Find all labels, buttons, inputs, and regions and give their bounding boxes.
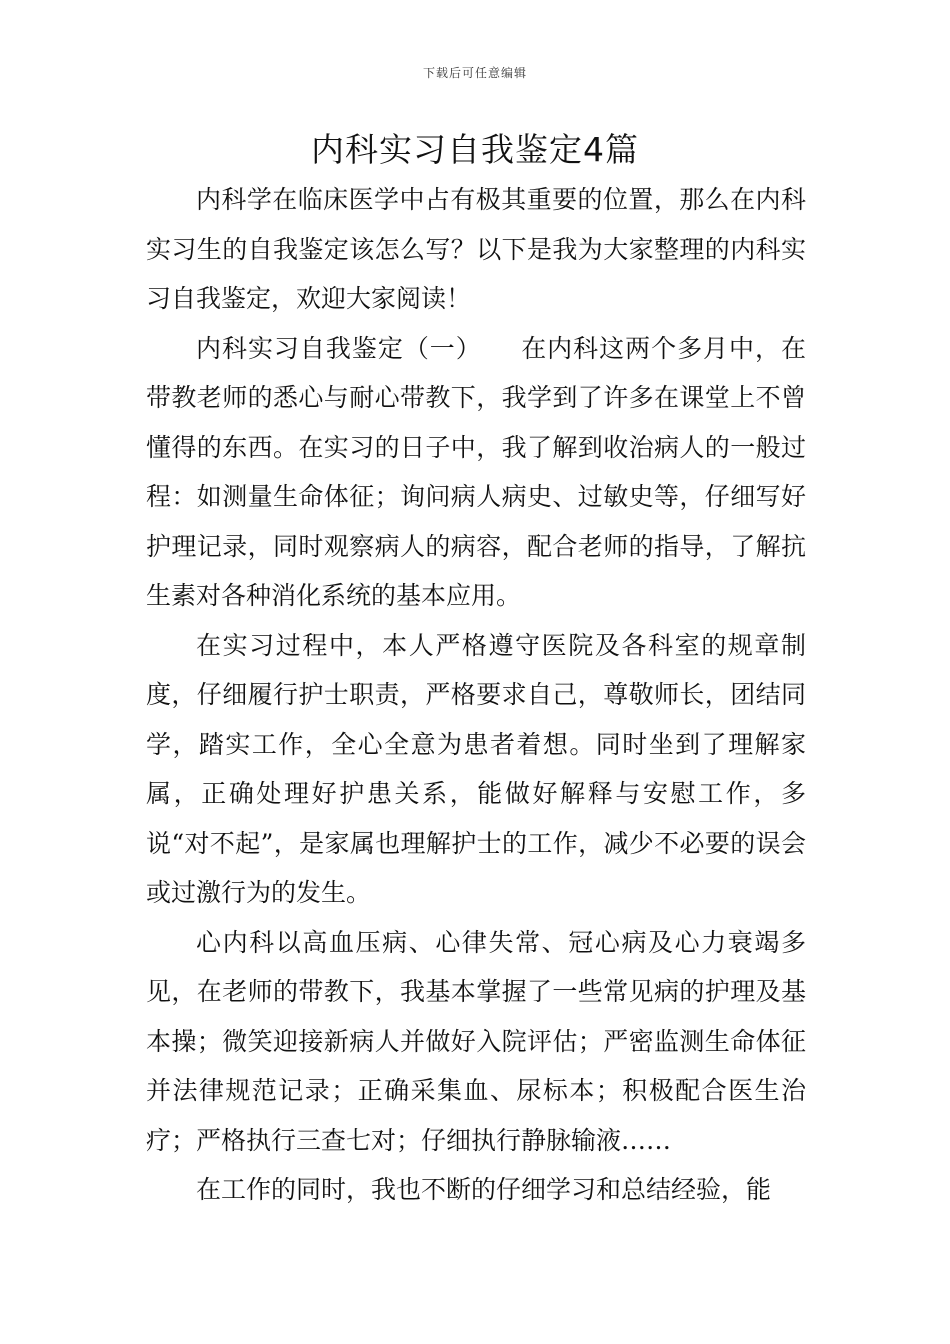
document-body <box>146 175 806 1215</box>
page-header-note: 下载后可任意编辑 <box>422 66 527 80</box>
paragraph-learning: 在工作的同时，我也不断的仔细学习和总结经验，能 <box>196 1175 772 1204</box>
paragraph-cardiology: 心内科以高血压病、心律失常、冠心病及心力衰竭多见，在老师的带教下，我基本掌握了一些常见病的护理及基本操；微笑迎接新病人并做好入院评估；严密监测生命体征并法律规范记录；正确采集血、尿标本；积极配合医生治疗；严格执行三查七对；仔细执行静脉输液…… <box>146 927 806 1155</box>
paragraph-intro: 内科学在临床医学中占有极其重要的位置，那么在内科实习生的自我鉴定该怎么写？以下是我为大家整理的内科实习自我鉴定，欢迎大家阅读！ <box>146 185 806 313</box>
document-title: 内科实习自我鉴定4篇 <box>311 130 639 169</box>
paragraph-conduct: 在实习过程中，本人严格遵守医院及各科室的规章制度，仔细履行护士职责，严格要求自己，尊敬师长，团结同学，踏实工作，全心全意为患者着想。同时坐到了理解家属，正确处理好护患关系，能做好解释与安慰工作，多说“对不起”，是家属也理解护士的工作，减少不必要的误会或过激行为的发生。 <box>146 630 806 907</box>
paragraph-section-one: 内科实习自我鉴定（一） 在内科这两个多月中，在带教老师的悉心与耐心带教下，我学到了许多在课堂上不曾懂得的东西。在实习的日子中，我了解到收治病人的一般过程：如测量生命体征；询问病人病史、过敏史等，仔细写好护理记录，同时观察病人的病容，配合老师的指导，了解抗生素对各种消化系统的基本应用。 <box>146 333 806 610</box>
